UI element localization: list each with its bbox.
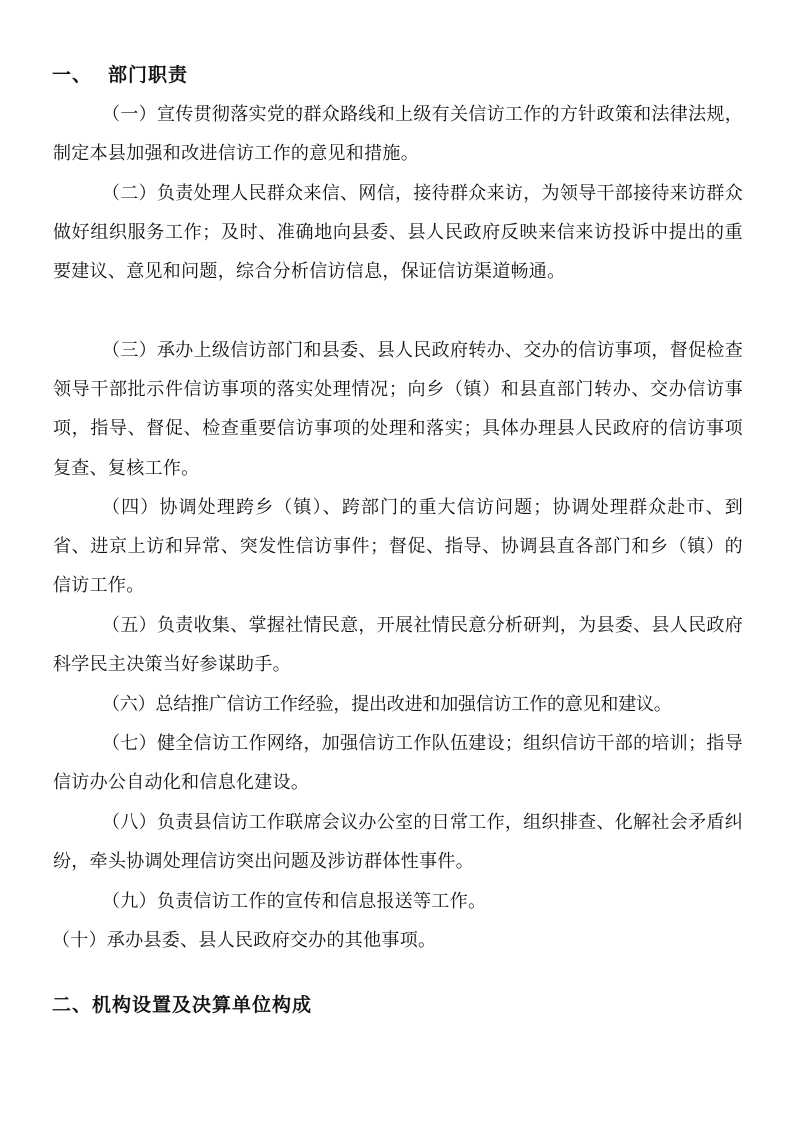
duty-paragraph-9: （九）负责信访工作的宣传和信息报送等工作。 — [102, 891, 487, 912]
duty-paragraph-10: （十）承办县委、县人民政府交办的其他事项。 — [52, 930, 437, 951]
duty-paragraph-6: （六）总结推广信访工作经验，提出改进和加强信访工作的意见和建议。 — [102, 694, 672, 715]
section-heading-duties — [52, 60, 188, 87]
duty-paragraph-4: （四）协调处理跨乡（镇）、跨部门的重大信访问题；协调处理群众赴市、到省、进京上访和异常、突发性信访事件；督促、指导、协调县直各部门和乡（镇）的信访工作。 — [53, 497, 743, 597]
duty-paragraph-5: （五）负责收集、掌握社情民意，开展社情民意分析研判，为县委、县人民政府科学民主决策当好参谋助手。 — [53, 615, 743, 676]
duty-paragraph-2: （二）负责处理人民群众来信、网信，接待群众来访，为领导干部接待来访群众做好组织服务工作；及时、准确地向县委、县人民政府反映来信来访投诉中提出的重要建议、意见和问题，综合分析信访信息，保证信访渠道畅通。 — [53, 183, 743, 283]
duty-paragraph-7: （七）健全信访工作网络，加强信访工作队伍建设；组织信访干部的培训；指导信访办公自动化和信息化建设。 — [53, 733, 743, 794]
duty-paragraph-8: （八）负责县信访工作联席会议办公室的日常工作，组织排查、化解社会矛盾纠纷，牵头协调处理信访突出问题及涉访群体性事件。 — [53, 812, 743, 873]
section-number: 一、 — [52, 64, 93, 86]
section-heading-organization: 二、机构设置及决算单位构成 — [52, 994, 313, 1016]
section-title: 部门职责 — [108, 64, 189, 86]
duty-paragraph-1: （一）宣传贯彻落实党的群众路线和上级有关信访工作的方针政策和法律法规，制定本县加强和改进信访工作的意见和措施。 — [53, 104, 743, 165]
duty-paragraph-3: （三）承办上级信访部门和县委、县人民政府转办、交办的信访事项，督促检查领导干部批示件信访事项的落实处理情况；向乡（镇）和县直部门转办、交办信访事项，指导、督促、检查重要信访事项的处理和落实；具体办理县人民政府的信访事项复查、复核工作。 — [53, 340, 743, 479]
